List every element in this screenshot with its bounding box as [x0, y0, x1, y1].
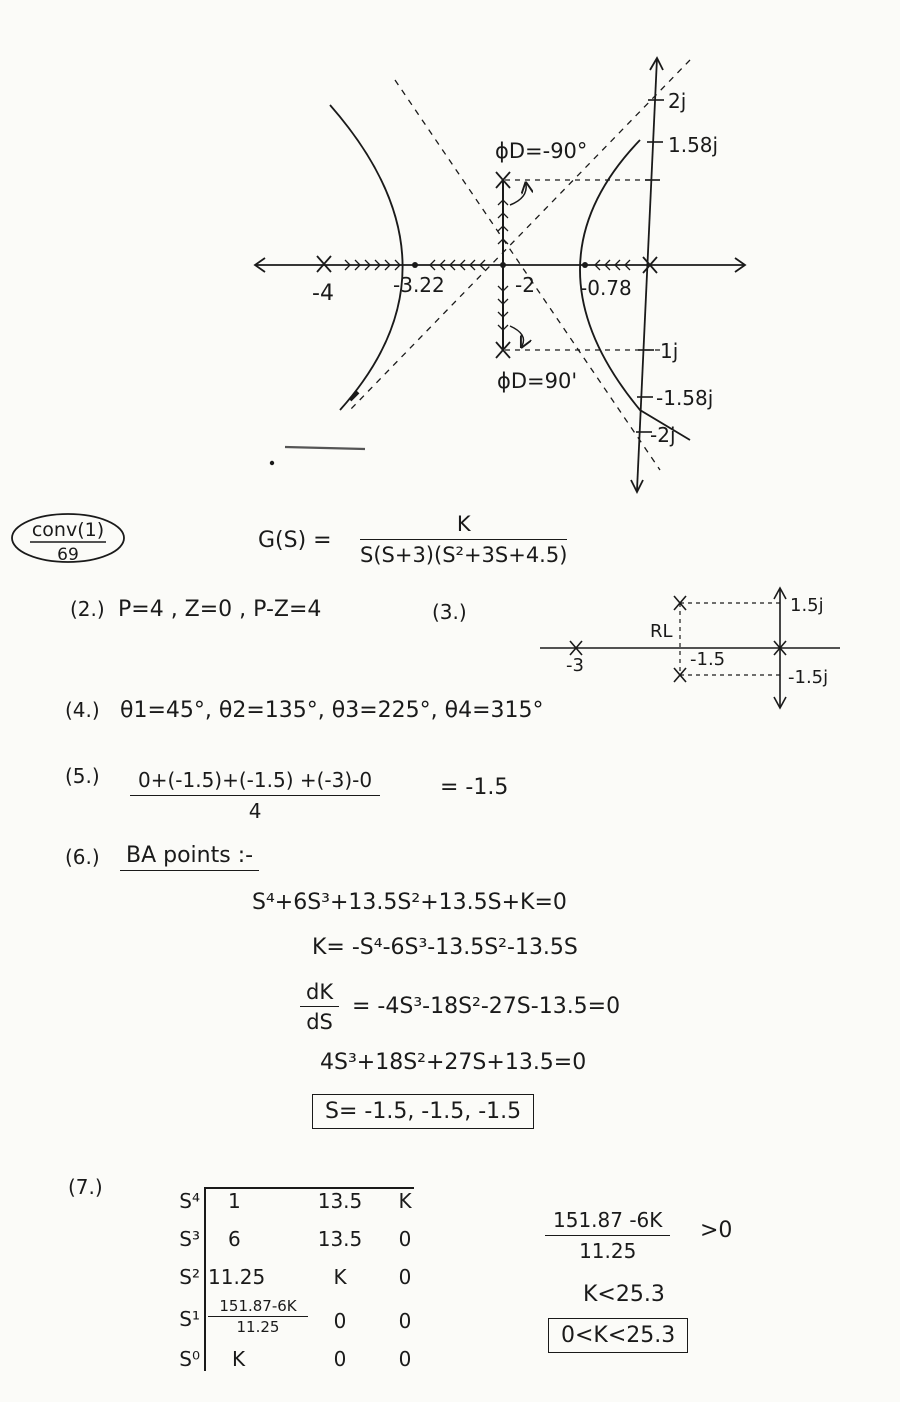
tag-line1: conv(1) — [31, 519, 105, 541]
step3-sketch — [530, 585, 860, 715]
step6-result-box — [312, 1094, 534, 1129]
step7-final-box — [548, 1318, 688, 1353]
step7-ineq-den: 11.25 — [579, 1239, 637, 1263]
imag-label-neg1-58j: -1.58j — [656, 386, 714, 410]
step7-ineq-num: 151.87 -6K — [545, 1208, 670, 1236]
step7-label: (7.) — [68, 1175, 103, 1199]
step6-title: BA points :- — [120, 843, 259, 871]
routh-table — [160, 1185, 460, 1385]
step3-bot-imag: -1.5j — [788, 667, 829, 688]
step6-eq3: = -4S³-18S²-27S-13.5=0 — [352, 994, 621, 1019]
step3-rl: RL — [650, 621, 673, 642]
step5-fraction — [130, 768, 380, 823]
step2-text: P=4 , Z=0 , P-Z=4 — [118, 597, 322, 622]
step6-label: (6.) — [65, 845, 100, 869]
step4-text: θ1=45°, θ2=135°, θ3=225°, θ4=315° — [120, 698, 544, 723]
step5-num: 0+(-1.5)+(-1.5) +(-3)-0 — [130, 768, 380, 796]
step3-centroid: -1.5 — [690, 649, 726, 670]
transfer-den: S(S+3)(S²+3S+4.5) — [360, 543, 568, 567]
angle-label-top: ϕD=-90° — [495, 139, 588, 163]
step5-label: (5.) — [65, 764, 100, 788]
transfer-fraction — [360, 512, 567, 567]
routh-s1-den: 11.25 — [236, 1318, 280, 1336]
routh-row-s4: S⁴ 1 13.5 K — [179, 1189, 412, 1213]
imag-label-neg2j: -2j — [650, 423, 676, 447]
step3-top-imag: 1.5j — [790, 595, 824, 616]
step4-label: (4.) — [65, 698, 100, 722]
step3-label: (3.) — [432, 600, 467, 624]
real-label-neg2: -2 — [515, 273, 535, 297]
transfer-num: K — [360, 512, 567, 540]
imag-label-1j: 1j — [660, 339, 679, 363]
routh-row-s0: S⁰ K 0 0 — [179, 1347, 412, 1371]
step6-dk-den: dS — [306, 1010, 333, 1034]
step7-final: 0<K<25.3 — [561, 1323, 676, 1348]
step7-inequality — [545, 1208, 670, 1263]
tag-line2: 69 — [57, 545, 79, 565]
step2-label: (2.) — [70, 597, 105, 621]
real-label-neg0-78: -0.78 — [580, 276, 632, 300]
step6-dk-num: dK — [300, 980, 339, 1007]
imag-label-2j: 2j — [668, 89, 687, 113]
step3-neg3: -3 — [566, 655, 584, 676]
step7-ineq-rhs: >0 — [700, 1218, 733, 1243]
transfer-lhs: G(S) = — [258, 528, 332, 553]
routh-s1-num: 151.87-6K — [208, 1297, 308, 1317]
step5-den: 4 — [248, 799, 262, 823]
step5-rhs: = -1.5 — [440, 775, 509, 800]
real-label-neg4: -4 — [312, 281, 334, 306]
imag-label-1-58j: 1.58j — [668, 133, 719, 157]
step6-eq2: K= -S⁴-6S³-13.5S²-13.5S — [312, 935, 578, 960]
routh-row-s3: S³ 6 13.5 0 — [179, 1227, 412, 1251]
angle-label-bottom: ϕD=90' — [497, 369, 578, 393]
step6-eq4: 4S³+18S²+27S+13.5=0 — [320, 1050, 587, 1075]
routh-row-s1: S¹ $\frac{151.87-6K}{11.25}$ 0 0 — [179, 1297, 412, 1336]
step6-dk-fraction — [300, 980, 339, 1034]
root-locus-diagram — [0, 0, 900, 500]
step7-k-less: K<25.3 — [583, 1282, 665, 1307]
step6-result: S= -1.5, -1.5, -1.5 — [325, 1099, 522, 1124]
step6-eq1: S⁴+6S³+13.5S²+13.5S+K=0 — [252, 890, 567, 915]
question-tag — [8, 510, 128, 570]
routh-row-s2: S² 11.25 K 0 — [179, 1265, 412, 1289]
real-label-neg3-22: -3.22 — [393, 273, 445, 297]
